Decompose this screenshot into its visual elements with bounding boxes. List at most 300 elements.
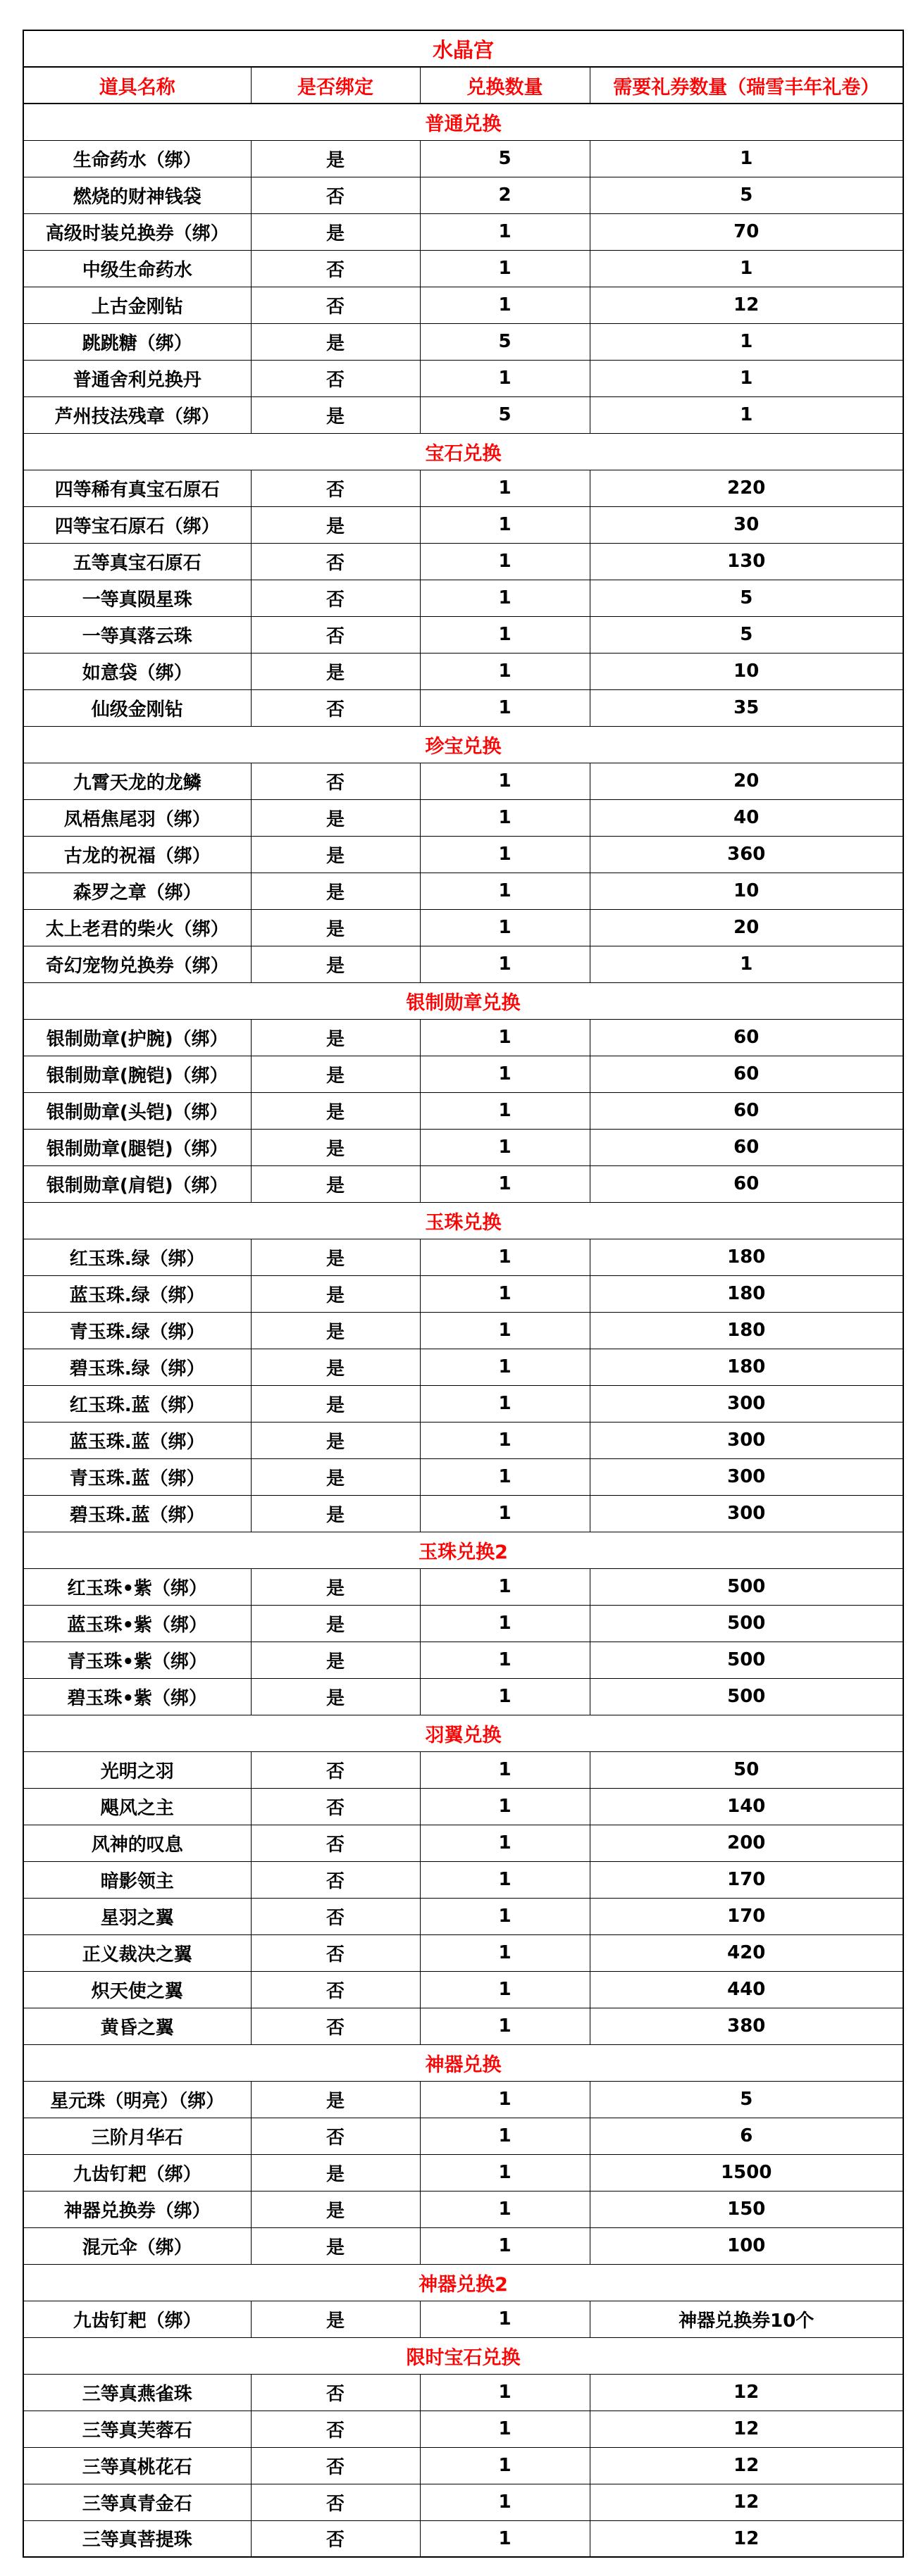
quantity-cell: 1 <box>420 2374 590 2411</box>
section-header-row <box>23 982 903 1019</box>
table-row <box>23 2154 903 2191</box>
table-row <box>23 1861 903 1898</box>
item-name-cell: 混元伞（绑） <box>23 2227 251 2264</box>
table-row <box>23 873 903 909</box>
voucher-cost-cell: 60 <box>590 1165 903 1202</box>
table-row <box>23 1678 903 1715</box>
voucher-cost-cell: 300 <box>590 1422 903 1458</box>
bound-cell: 是 <box>251 2081 420 2118</box>
section-header-row <box>23 1202 903 1239</box>
bound-cell: 否 <box>251 543 420 580</box>
item-name-cell: 银制勋章(头铠)（绑） <box>23 1092 251 1129</box>
bound-cell: 否 <box>251 1934 420 1971</box>
quantity-cell: 1 <box>420 1788 590 1825</box>
voucher-cost-cell: 30 <box>590 506 903 543</box>
voucher-cost-cell: 1 <box>590 360 903 396</box>
item-name-cell: 星羽之翼 <box>23 1898 251 1934</box>
table-row <box>23 1422 903 1458</box>
bound-cell: 是 <box>251 1605 420 1642</box>
table-title: 水晶宫 <box>23 30 903 67</box>
bound-cell: 否 <box>251 2447 420 2484</box>
voucher-cost-cell: 12 <box>590 2411 903 2447</box>
item-name-cell: 红玉珠.绿（绑） <box>23 1239 251 1275</box>
item-name-cell: 三等真菩提珠 <box>23 2520 251 2557</box>
table-row <box>23 396 903 433</box>
column-header: 兑换数量 <box>420 67 590 104</box>
table-row <box>23 2447 903 2484</box>
section-header-row <box>23 2264 903 2301</box>
item-name-cell: 九齿钉耙（绑） <box>23 2154 251 2191</box>
bound-cell: 否 <box>251 1825 420 1861</box>
item-name-cell: 如意袋（绑） <box>23 653 251 689</box>
table-row <box>23 2301 903 2337</box>
voucher-cost-cell: 1500 <box>590 2154 903 2191</box>
item-name-cell: 三等真桃花石 <box>23 2447 251 2484</box>
quantity-cell: 1 <box>420 1092 590 1129</box>
bound-cell: 否 <box>251 250 420 287</box>
table-row <box>23 2008 903 2044</box>
item-name-cell: 青玉珠.绿（绑） <box>23 1312 251 1349</box>
item-name-cell: 炽天使之翼 <box>23 1971 251 2008</box>
quantity-cell: 1 <box>420 506 590 543</box>
quantity-cell: 1 <box>420 1751 590 1788</box>
voucher-cost-cell: 300 <box>590 1495 903 1532</box>
table-row <box>23 946 903 982</box>
bound-cell: 是 <box>251 2154 420 2191</box>
section-header-row <box>23 1715 903 1751</box>
quantity-cell: 2 <box>420 177 590 213</box>
bound-cell: 是 <box>251 140 420 177</box>
bound-cell: 否 <box>251 689 420 726</box>
item-name-cell: 仙级金刚钻 <box>23 689 251 726</box>
item-name-cell: 中级生命药水 <box>23 250 251 287</box>
table-row <box>23 140 903 177</box>
bound-cell: 否 <box>251 1788 420 1825</box>
table-row <box>23 763 903 799</box>
item-name-cell: 太上老君的柴火（绑） <box>23 909 251 946</box>
item-name-cell: 九齿钉耙（绑） <box>23 2301 251 2337</box>
quantity-cell: 1 <box>420 689 590 726</box>
table-row <box>23 836 903 873</box>
table-row <box>23 653 903 689</box>
bound-cell: 否 <box>251 177 420 213</box>
table-row <box>23 2227 903 2264</box>
voucher-cost-cell: 180 <box>590 1312 903 1349</box>
voucher-cost-cell: 1 <box>590 323 903 360</box>
section-header: 普通兑换 <box>23 104 903 140</box>
section-header: 珍宝兑换 <box>23 726 903 763</box>
quantity-cell: 1 <box>420 1056 590 1092</box>
voucher-cost-cell: 10 <box>590 653 903 689</box>
voucher-cost-cell: 1 <box>590 250 903 287</box>
column-header-row <box>23 67 903 104</box>
bound-cell: 是 <box>251 653 420 689</box>
table-row <box>23 580 903 616</box>
table-row <box>23 1312 903 1349</box>
item-name-cell: 一等真落云珠 <box>23 616 251 653</box>
bound-cell: 否 <box>251 2008 420 2044</box>
item-name-cell: 蓝玉珠•紫（绑） <box>23 1605 251 1642</box>
bound-cell: 是 <box>251 1019 420 1056</box>
quantity-cell: 1 <box>420 1349 590 1385</box>
quantity-cell: 1 <box>420 1861 590 1898</box>
item-name-cell: 四等稀有真宝石原石 <box>23 470 251 506</box>
item-name-cell: 神器兑换券（绑） <box>23 2191 251 2227</box>
quantity-cell: 1 <box>420 2484 590 2520</box>
quantity-cell: 1 <box>420 1165 590 1202</box>
table-row <box>23 470 903 506</box>
item-name-cell: 正义裁决之翼 <box>23 1934 251 1971</box>
item-name-cell: 银制勋章(肩铠)（绑） <box>23 1165 251 1202</box>
voucher-cost-cell: 130 <box>590 543 903 580</box>
voucher-cost-cell: 420 <box>590 1934 903 1971</box>
bound-cell: 否 <box>251 2520 420 2557</box>
quantity-cell: 1 <box>420 2191 590 2227</box>
bound-cell: 是 <box>251 909 420 946</box>
voucher-cost-cell: 5 <box>590 580 903 616</box>
voucher-cost-cell: 10 <box>590 873 903 909</box>
item-name-cell: 暗影领主 <box>23 1861 251 1898</box>
voucher-cost-cell: 360 <box>590 836 903 873</box>
voucher-cost-cell: 100 <box>590 2227 903 2264</box>
table-row <box>23 1458 903 1495</box>
table-row <box>23 1934 903 1971</box>
voucher-cost-cell: 150 <box>590 2191 903 2227</box>
bound-cell: 否 <box>251 1971 420 2008</box>
quantity-cell: 1 <box>420 873 590 909</box>
section-header-row <box>23 726 903 763</box>
item-name-cell: 森罗之章（绑） <box>23 873 251 909</box>
quantity-cell: 1 <box>420 2411 590 2447</box>
table-row <box>23 250 903 287</box>
item-name-cell: 上古金刚钻 <box>23 287 251 323</box>
item-name-cell: 三等真芙蓉石 <box>23 2411 251 2447</box>
bound-cell: 是 <box>251 506 420 543</box>
section-header: 玉珠兑换 <box>23 1202 903 1239</box>
voucher-cost-cell: 20 <box>590 909 903 946</box>
item-name-cell: 光明之羽 <box>23 1751 251 1788</box>
quantity-cell: 1 <box>420 1934 590 1971</box>
quantity-cell: 1 <box>420 2081 590 2118</box>
voucher-cost-cell: 140 <box>590 1788 903 1825</box>
table-row <box>23 213 903 250</box>
quantity-cell: 1 <box>420 2154 590 2191</box>
item-name-cell: 跳跳糖（绑） <box>23 323 251 360</box>
exchange-table <box>23 30 904 2558</box>
table-row <box>23 2081 903 2118</box>
bound-cell: 否 <box>251 616 420 653</box>
section-header-row <box>23 104 903 140</box>
voucher-cost-cell: 170 <box>590 1898 903 1934</box>
bound-cell: 是 <box>251 323 420 360</box>
quantity-cell: 1 <box>420 616 590 653</box>
voucher-cost-cell: 300 <box>590 1458 903 1495</box>
quantity-cell: 1 <box>420 2008 590 2044</box>
bound-cell: 是 <box>251 1568 420 1605</box>
voucher-cost-cell: 5 <box>590 2081 903 2118</box>
table-row <box>23 1165 903 1202</box>
quantity-cell: 1 <box>420 470 590 506</box>
quantity-cell: 1 <box>420 1568 590 1605</box>
item-name-cell: 奇幻宠物兑换券（绑） <box>23 946 251 982</box>
quantity-cell: 1 <box>420 1239 590 1275</box>
voucher-cost-cell: 35 <box>590 689 903 726</box>
voucher-cost-cell: 1 <box>590 396 903 433</box>
voucher-cost-cell: 300 <box>590 1385 903 1422</box>
table-row <box>23 2484 903 2520</box>
bound-cell: 是 <box>251 873 420 909</box>
voucher-cost-cell: 5 <box>590 616 903 653</box>
voucher-cost-cell: 500 <box>590 1678 903 1715</box>
table-row <box>23 177 903 213</box>
table-row <box>23 2191 903 2227</box>
bound-cell: 是 <box>251 1385 420 1422</box>
voucher-cost-cell: 12 <box>590 2447 903 2484</box>
item-name-cell: 生命药水（绑） <box>23 140 251 177</box>
item-name-cell: 碧玉珠•紫（绑） <box>23 1678 251 1715</box>
bound-cell: 否 <box>251 2118 420 2154</box>
quantity-cell: 1 <box>420 2301 590 2337</box>
item-name-cell: 银制勋章(腿铠)（绑） <box>23 1129 251 1165</box>
table-row <box>23 1019 903 1056</box>
bound-cell: 是 <box>251 1312 420 1349</box>
quantity-cell: 1 <box>420 1825 590 1861</box>
voucher-cost-cell: 60 <box>590 1092 903 1129</box>
item-name-cell: 银制勋章(护腕)（绑） <box>23 1019 251 1056</box>
table-row <box>23 1239 903 1275</box>
table-row <box>23 2520 903 2557</box>
voucher-cost-cell: 170 <box>590 1861 903 1898</box>
voucher-cost-cell: 12 <box>590 2374 903 2411</box>
section-header: 羽翼兑换 <box>23 1715 903 1751</box>
item-name-cell: 红玉珠.蓝（绑） <box>23 1385 251 1422</box>
voucher-cost-cell: 6 <box>590 2118 903 2154</box>
section-header: 宝石兑换 <box>23 433 903 470</box>
bound-cell: 是 <box>251 1495 420 1532</box>
quantity-cell: 1 <box>420 1605 590 1642</box>
column-header: 需要礼券数量（瑞雪丰年礼卷） <box>590 67 903 104</box>
section-header-row <box>23 2044 903 2081</box>
section-header-row <box>23 1532 903 1568</box>
item-name-cell: 芦州技法残章（绑） <box>23 396 251 433</box>
quantity-cell: 1 <box>420 2447 590 2484</box>
item-name-cell: 星元珠（明亮）（绑） <box>23 2081 251 2118</box>
quantity-cell: 1 <box>420 1495 590 1532</box>
table-row <box>23 287 903 323</box>
voucher-cost-cell: 12 <box>590 2520 903 2557</box>
table-row <box>23 323 903 360</box>
item-name-cell: 三阶月华石 <box>23 2118 251 2154</box>
quantity-cell: 1 <box>420 543 590 580</box>
table-row <box>23 1568 903 1605</box>
quantity-cell: 1 <box>420 250 590 287</box>
table-row <box>23 1642 903 1678</box>
bound-cell: 是 <box>251 1422 420 1458</box>
quantity-cell: 1 <box>420 1385 590 1422</box>
item-name-cell: 银制勋章(腕铠)（绑） <box>23 1056 251 1092</box>
table-row <box>23 1349 903 1385</box>
table-row <box>23 506 903 543</box>
bound-cell: 是 <box>251 946 420 982</box>
bound-cell: 否 <box>251 2411 420 2447</box>
bound-cell: 是 <box>251 1275 420 1312</box>
quantity-cell: 1 <box>420 653 590 689</box>
table-title-row <box>23 30 903 67</box>
voucher-cost-cell: 60 <box>590 1129 903 1165</box>
item-name-cell: 燃烧的财神钱袋 <box>23 177 251 213</box>
item-name-cell: 三等真青金石 <box>23 2484 251 2520</box>
bound-cell: 是 <box>251 836 420 873</box>
quantity-cell: 1 <box>420 1019 590 1056</box>
voucher-cost-cell: 50 <box>590 1751 903 1788</box>
quantity-cell: 1 <box>420 2520 590 2557</box>
table-row <box>23 1825 903 1861</box>
table-row <box>23 1898 903 1934</box>
bound-cell: 是 <box>251 1458 420 1495</box>
table-row <box>23 1751 903 1788</box>
voucher-cost-cell: 神器兑换券10个 <box>590 2301 903 2337</box>
bound-cell: 是 <box>251 1092 420 1129</box>
section-header: 玉珠兑换2 <box>23 1532 903 1568</box>
bound-cell: 是 <box>251 1239 420 1275</box>
bound-cell: 否 <box>251 580 420 616</box>
bound-cell: 是 <box>251 1678 420 1715</box>
bound-cell: 否 <box>251 1751 420 1788</box>
bound-cell: 是 <box>251 396 420 433</box>
table-row <box>23 2374 903 2411</box>
quantity-cell: 1 <box>420 1129 590 1165</box>
quantity-cell: 1 <box>420 1971 590 2008</box>
table-row <box>23 616 903 653</box>
section-header: 神器兑换2 <box>23 2264 903 2301</box>
bound-cell: 否 <box>251 470 420 506</box>
table-row <box>23 1971 903 2008</box>
voucher-cost-cell: 220 <box>590 470 903 506</box>
item-name-cell: 一等真陨星珠 <box>23 580 251 616</box>
quantity-cell: 1 <box>420 1642 590 1678</box>
quantity-cell: 5 <box>420 396 590 433</box>
voucher-cost-cell: 12 <box>590 2484 903 2520</box>
bound-cell: 否 <box>251 2374 420 2411</box>
item-name-cell: 风神的叹息 <box>23 1825 251 1861</box>
item-name-cell: 飓风之主 <box>23 1788 251 1825</box>
quantity-cell: 1 <box>420 287 590 323</box>
quantity-cell: 5 <box>420 140 590 177</box>
item-name-cell: 黄昏之翼 <box>23 2008 251 2044</box>
item-name-cell: 九霄天龙的龙鳞 <box>23 763 251 799</box>
table-row <box>23 1495 903 1532</box>
item-name-cell: 青玉珠.蓝（绑） <box>23 1458 251 1495</box>
column-header: 是否绑定 <box>251 67 420 104</box>
voucher-cost-cell: 20 <box>590 763 903 799</box>
quantity-cell: 5 <box>420 323 590 360</box>
quantity-cell: 1 <box>420 799 590 836</box>
quantity-cell: 1 <box>420 213 590 250</box>
section-header-row <box>23 2337 903 2374</box>
bound-cell: 是 <box>251 1165 420 1202</box>
quantity-cell: 1 <box>420 909 590 946</box>
quantity-cell: 1 <box>420 1422 590 1458</box>
item-name-cell: 普通舍利兑换丹 <box>23 360 251 396</box>
bound-cell: 是 <box>251 799 420 836</box>
item-name-cell: 五等真宝石原石 <box>23 543 251 580</box>
item-name-cell: 三等真燕雀珠 <box>23 2374 251 2411</box>
quantity-cell: 1 <box>420 1275 590 1312</box>
table-row <box>23 689 903 726</box>
voucher-cost-cell: 200 <box>590 1825 903 1861</box>
table-row <box>23 1129 903 1165</box>
quantity-cell: 1 <box>420 2227 590 2264</box>
table-row <box>23 2411 903 2447</box>
bound-cell: 否 <box>251 1861 420 1898</box>
quantity-cell: 1 <box>420 1678 590 1715</box>
bound-cell: 是 <box>251 1642 420 1678</box>
item-name-cell: 古龙的祝福（绑） <box>23 836 251 873</box>
section-header: 限时宝石兑换 <box>23 2337 903 2374</box>
voucher-cost-cell: 1 <box>590 140 903 177</box>
bound-cell: 是 <box>251 1349 420 1385</box>
bound-cell: 否 <box>251 287 420 323</box>
voucher-cost-cell: 180 <box>590 1239 903 1275</box>
voucher-cost-cell: 500 <box>590 1605 903 1642</box>
table-row <box>23 1788 903 1825</box>
bound-cell: 否 <box>251 1898 420 1934</box>
voucher-cost-cell: 12 <box>590 287 903 323</box>
item-name-cell: 四等宝石原石（绑） <box>23 506 251 543</box>
table-row <box>23 543 903 580</box>
item-name-cell: 碧玉珠.蓝（绑） <box>23 1495 251 1532</box>
voucher-cost-cell: 440 <box>590 1971 903 2008</box>
voucher-cost-cell: 70 <box>590 213 903 250</box>
table-row <box>23 1275 903 1312</box>
table-row <box>23 1605 903 1642</box>
bound-cell: 是 <box>251 1056 420 1092</box>
table-row <box>23 2118 903 2154</box>
bound-cell: 是 <box>251 213 420 250</box>
voucher-cost-cell: 40 <box>590 799 903 836</box>
voucher-cost-cell: 180 <box>590 1275 903 1312</box>
voucher-cost-cell: 60 <box>590 1019 903 1056</box>
bound-cell: 是 <box>251 2191 420 2227</box>
quantity-cell: 1 <box>420 946 590 982</box>
quantity-cell: 1 <box>420 1898 590 1934</box>
quantity-cell: 1 <box>420 580 590 616</box>
item-name-cell: 红玉珠•紫（绑） <box>23 1568 251 1605</box>
quantity-cell: 1 <box>420 360 590 396</box>
section-header-row <box>23 433 903 470</box>
quantity-cell: 1 <box>420 2118 590 2154</box>
voucher-cost-cell: 60 <box>590 1056 903 1092</box>
table-row <box>23 360 903 396</box>
bound-cell: 否 <box>251 360 420 396</box>
quantity-cell: 1 <box>420 763 590 799</box>
table-row <box>23 1056 903 1092</box>
item-name-cell: 凤梧焦尾羽（绑） <box>23 799 251 836</box>
item-name-cell: 高级时装兑换券（绑） <box>23 213 251 250</box>
table-row <box>23 909 903 946</box>
voucher-cost-cell: 380 <box>590 2008 903 2044</box>
quantity-cell: 1 <box>420 1458 590 1495</box>
voucher-cost-cell: 500 <box>590 1568 903 1605</box>
section-header: 银制勋章兑换 <box>23 982 903 1019</box>
bound-cell: 否 <box>251 2484 420 2520</box>
table-row <box>23 799 903 836</box>
bound-cell: 是 <box>251 2227 420 2264</box>
section-header: 神器兑换 <box>23 2044 903 2081</box>
item-name-cell: 碧玉珠.绿（绑） <box>23 1349 251 1385</box>
column-header: 道具名称 <box>23 67 251 104</box>
bound-cell: 否 <box>251 763 420 799</box>
